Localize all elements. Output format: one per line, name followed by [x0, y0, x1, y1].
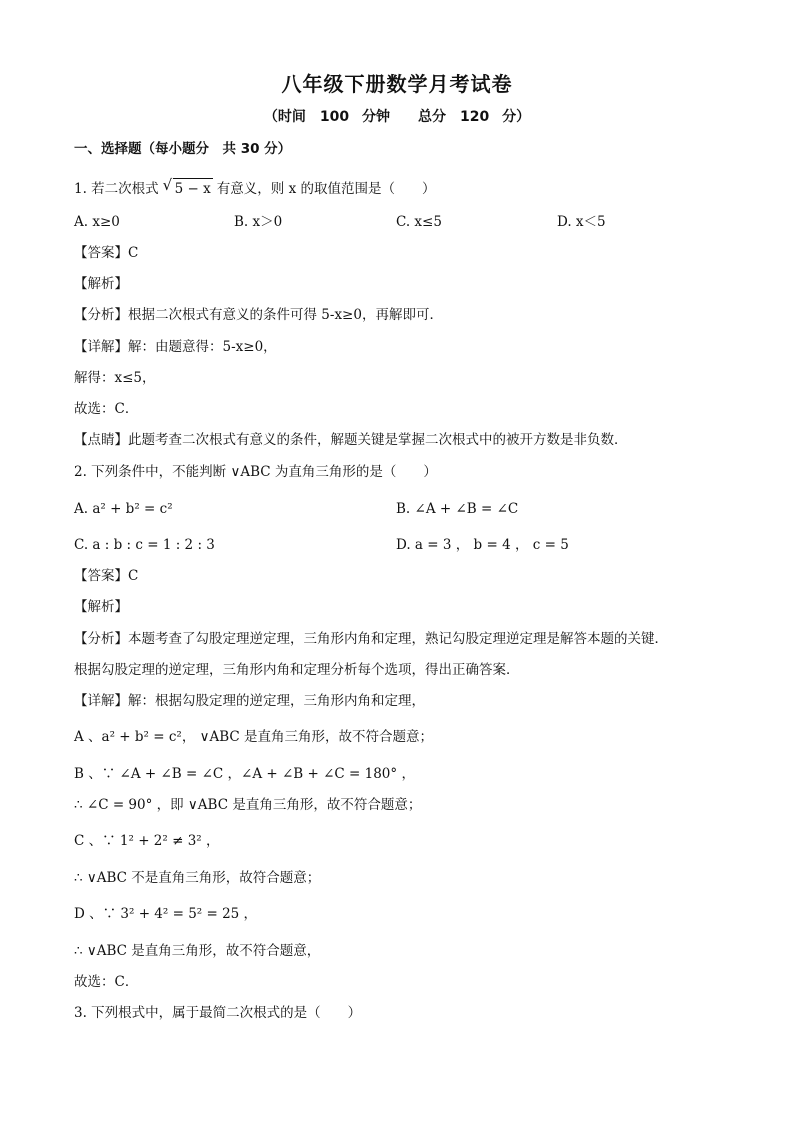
q2-option-a: A. a² + b² = c²	[74, 501, 173, 517]
exam-subtitle: （时间 100 分钟 总分 120 分）	[263, 109, 531, 125]
q2-guxuan: 故选：C．	[74, 974, 139, 990]
section-heading: 一、选择题（每小题分 共 30 分）	[74, 141, 292, 157]
q1-analysis-label: 【解析】	[74, 276, 128, 292]
q2-option-b: B. ∠A + ∠B = ∠C	[396, 501, 519, 517]
q1-jie: 解得：x≤5，	[74, 370, 156, 386]
q2-solution-c-2: ∴ ∨ABC 不是直角三角形，故符合题意；	[74, 870, 321, 886]
q1-answer: 【答案】C	[74, 245, 139, 261]
q1-dianjing: 【点睛】此题考查二次根式有意义的条件，解题关键是掌握二次根式中的被开方数是非负数．	[74, 432, 628, 448]
q2-option-d: D. a = 3 ， b = 4 ， c = 5	[396, 537, 569, 553]
sqrt-expression: √ 5 − x	[162, 176, 211, 197]
q1-guxuan: 故选：C．	[74, 401, 139, 417]
q2-solution-d-1: D 、∵ 3² + 4² = 5² = 25 ，	[74, 906, 258, 922]
q1-option-c: C. x≤5	[396, 214, 442, 230]
q1-option-a: A. x≥0	[74, 214, 120, 230]
q2-option-c: C. a : b : c = 1 : 2 : 3	[74, 537, 215, 553]
q1-stem-post: 有意义，则 x 的取值范围是（ ）	[216, 181, 436, 197]
q2-stem: 2. 下列条件中，不能判断 ∨ABC 为直角三角形的是（ ）	[74, 464, 437, 480]
q2-analysis-label: 【解析】	[74, 599, 128, 615]
exam-title: 八年级下册数学月考试卷	[281, 72, 513, 96]
q2-solution-b-1: B 、∵ ∠A + ∠B = ∠C ，∠A + ∠B + ∠C = 180° ，	[74, 766, 415, 782]
q2-answer: 【答案】C	[74, 568, 139, 584]
q1-stem-pre: 1. 若二次根式	[74, 181, 159, 197]
q1-option-b: B. x＞0	[234, 214, 283, 230]
q2-fenxi-2: 根据勾股定理的逆定理，三角形内角和定理分析每个选项，得出正确答案．	[74, 662, 520, 678]
q1-stem	[74, 178, 435, 199]
q2-solution-c-1: C 、∵ 1² + 2² ≠ 3² ，	[74, 833, 220, 849]
q2-xiangjie: 【详解】解：根据勾股定理的逆定理，三角形内角和定理，	[74, 693, 425, 709]
q1-radicand: 5 − x	[173, 178, 213, 199]
q2-solution-d-2: ∴ ∨ABC 是直角三角形，故不符合题意，	[74, 943, 321, 959]
q1-fenxi: 【分析】根据二次根式有意义的条件可得 5-x≥0，再解即可．	[74, 307, 443, 323]
q1-option-d: D. x＜5	[557, 214, 606, 230]
q3-stem: 3. 下列根式中，属于最简二次根式的是（ ）	[74, 1005, 362, 1021]
q2-solution-b-2: ∴ ∠C = 90° ，即 ∨ABC 是直角三角形，故不符合题意；	[74, 797, 422, 813]
q2-fenxi-1: 【分析】本题考查了勾股定理逆定理，三角形内角和定理，熟记勾股定理逆定理是解答本题的关键．	[74, 631, 668, 647]
q2-solution-a: A 、a² + b² = c²， ∨ABC 是直角三角形，故不符合题意；	[74, 729, 434, 745]
q1-xiangjie: 【详解】解：由题意得：5-x≥0，	[74, 339, 277, 355]
